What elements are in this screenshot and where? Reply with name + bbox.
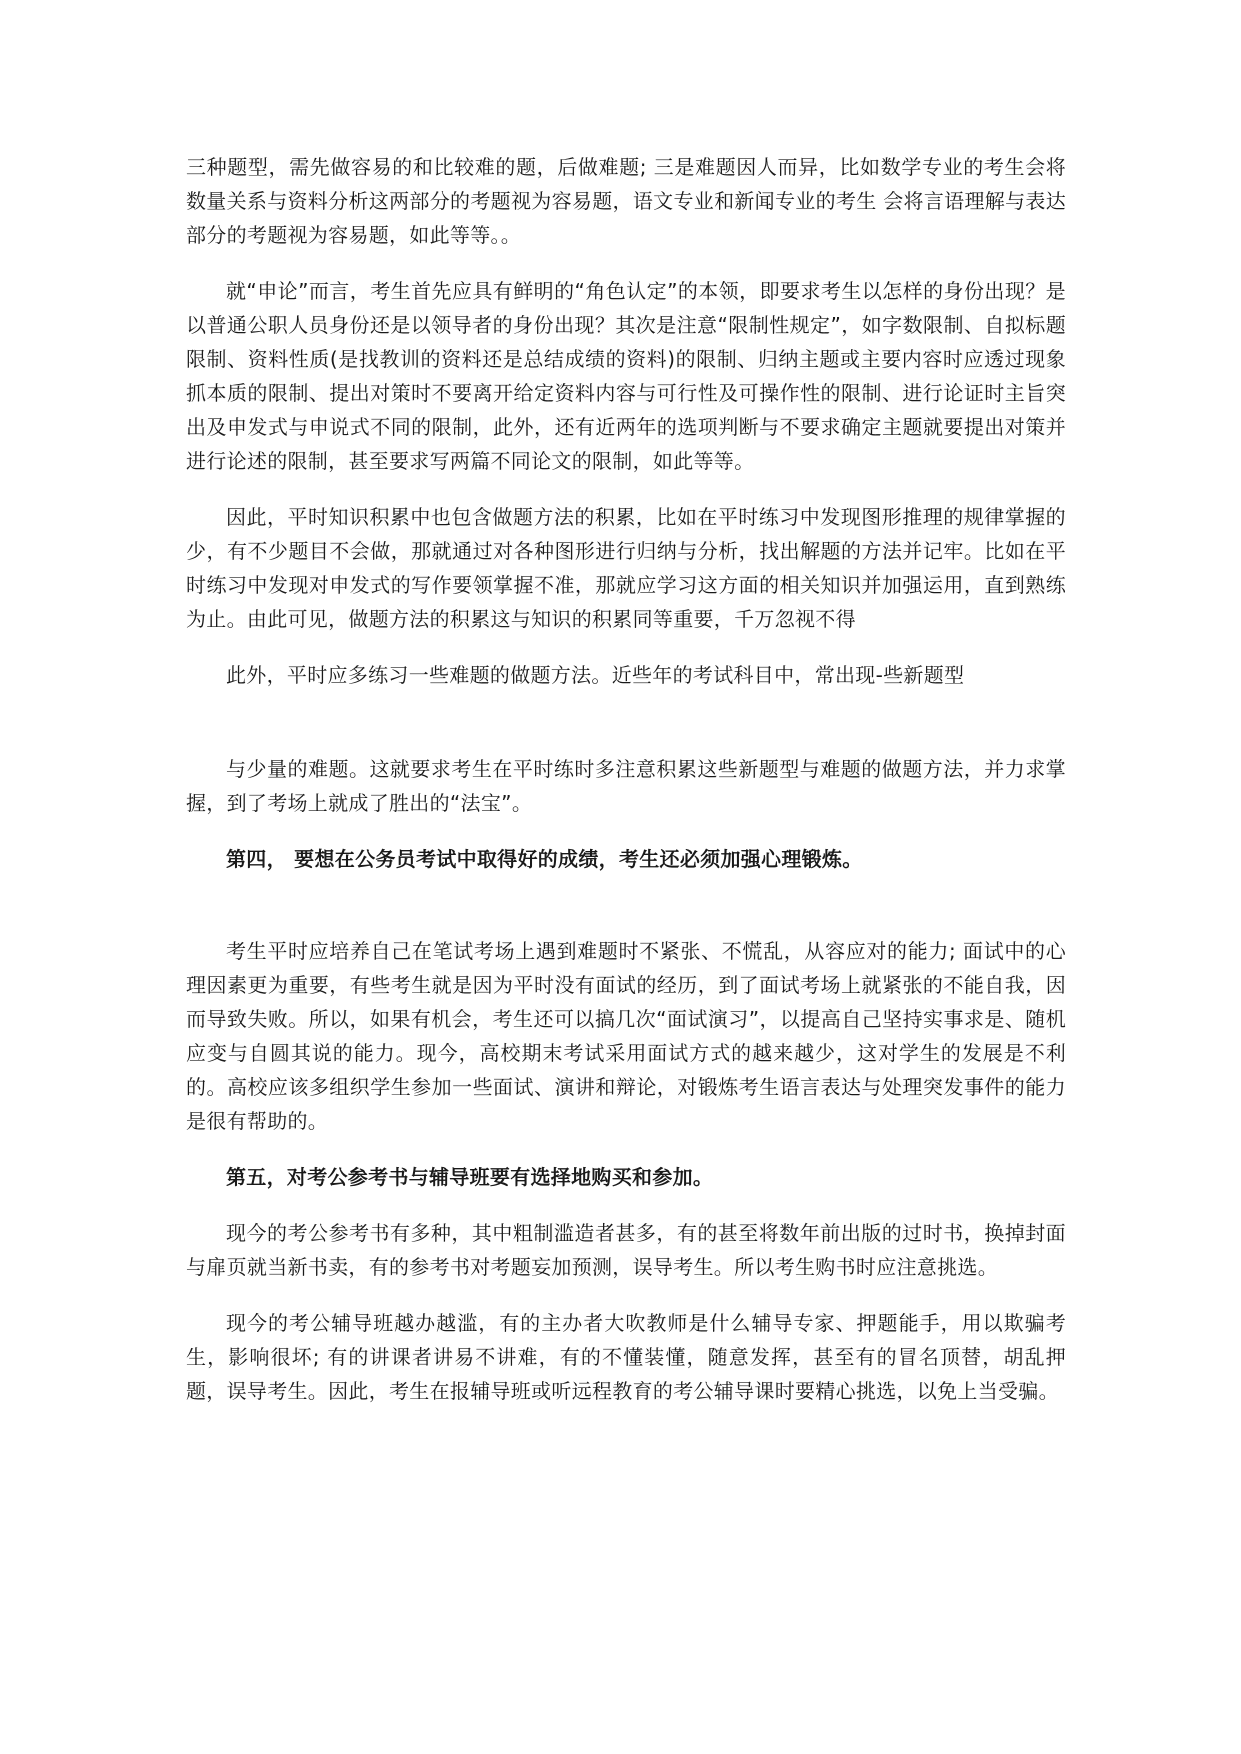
paragraph-tutoring-classes: 现今的考公辅导班越办越滥，有的主办者大吹教师是什么辅导专家、押题能手，用以欺骗考生，影响很坏; 有的讲课者讲易不讲难，有的不懂装懂，随意发挥，甚至有的冒名顶替，胡乱押题，误导考生。因此，考生在报辅导班或听远程教育的考公辅导课时要精心挑选，以免上当受骗。: [186, 1311, 1066, 1403]
paragraph-psychological-training: 考生平时应培养自己在笔试考场上遇到难题时不紧张、不慌乱，从容应对的能力; 面试中的心理因素更为重要，有些考生就是因为平时没有面试的经历，到了面试考场上就紧张的不能自我，因而导致失败。所以，如果有机会，考生还可以搞几次“面试演习”，以提高自己坚持实事求是、随机应变与自圆其说的能力。现今，高校期末考试采用面试方式的越来越少，这对学生的发展是不利的。高校应该多组织学生参加一些面试、演讲和辩论，对锻炼考生语言表达与处理突发事件的能力是很有帮助的。: [186, 939, 1066, 1133]
paragraph-question-types: 三种题型，需先做容易的和比较难的题，后做难题; 三是难题因人而异，比如数学专业的考生会将数量关系与资料分析这两部分的考题视为容易题，语文专业和新闻专业的考生 会将言语理解与表达部分的考题视为容易题，如此等等。。: [186, 155, 1066, 247]
paragraph-method-accumulation: 因此，平时知识积累中也包含做题方法的积累，比如在平时练习中发现图形推理的规律掌握的少，有不少题目不会做，那就通过对各种图形进行归纳与分析，找出解题的方法并记牢。比如在平时练习中发现对申发式的写作要领掌握不准，那就应学习这方面的相关知识并加强运用，直到熟练为止。由此可见，做题方法的积累这与知识的积累同等重要，千万忽视不得: [186, 505, 1066, 631]
paragraph-reference-books: 现今的考公参考书有多种，其中粗制滥造者甚多，有的甚至将数年前出版的过时书，换掉封面与扉页就当新书卖，有的参考书对考题妄加预测，误导考生。所以考生购书时应注意挑选。: [186, 1221, 1066, 1279]
section-heading-fifth: 第五，对考公参考书与辅导班要有选择地购买和参加。: [226, 1165, 714, 1189]
paragraph-new-question-types: 与少量的难题。这就要求考生在平时练时多注意积累这些新题型与难题的做题方法，并力求掌握，到了考场上就成了胜出的“法宝”。: [186, 757, 1066, 815]
paragraph-shenlun: 就“申论”而言，考生首先应具有鲜明的“角色认定”的本领，即要求考生以怎样的身份出现？是以普通公职人员身份还是以领导者的身份出现？其次是注意“限制性规定”，如字数限制、自拟标题限制、资料性质(是找教训的资料还是总结成绩的资料)的限制、归纳主题或主要内容时应透过现象抓本质的限制、提出对策时不要离开给定资料内容与可行性及可操作性的限制、进行论证时主旨突出及申发式与申说式不同的限制，此外，还有近两年的选项判断与不要求确定主题就要提出对策并进行论述的限制，甚至要求写两篇不同论文的限制，如此等等。: [186, 279, 1066, 473]
document-page: [186, 150, 1066, 1430]
spacer: [186, 714, 1066, 752]
spacer: [186, 898, 1066, 934]
paragraph-difficult-practice: 此外，平时应多练习一些难题的做题方法。近些年的考试科目中，常出现-些新题型: [226, 663, 965, 687]
section-heading-fourth: 第四， 要想在公务员考试中取得好的成绩，考生还必须加强心理锻炼。: [226, 847, 863, 871]
